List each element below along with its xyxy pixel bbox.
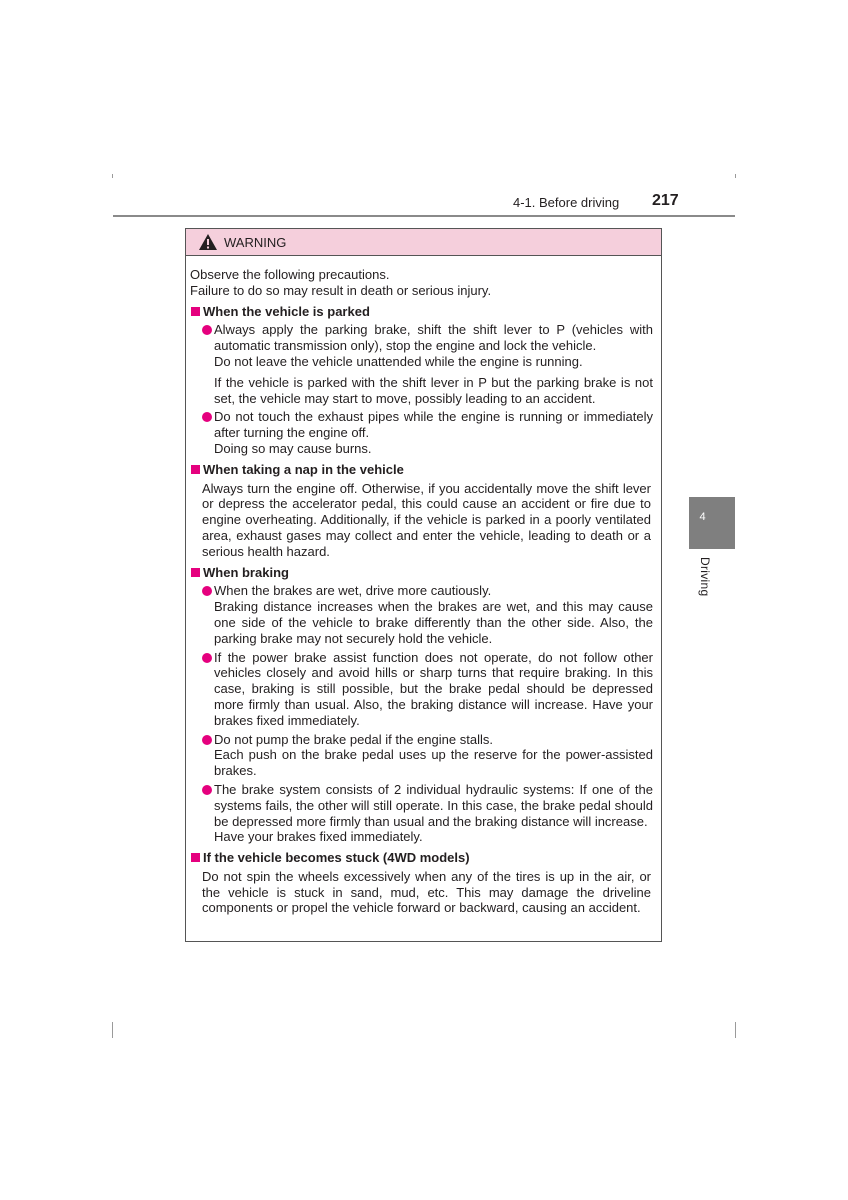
bullet-subtext: Doing so may cause burns.: [214, 440, 372, 456]
crop-mark-bottom-right: [735, 1022, 736, 1038]
warning-header: [186, 229, 661, 256]
round-bullet-icon: [202, 586, 212, 596]
round-bullet-icon: [202, 653, 212, 663]
crop-mark-top-left: [112, 174, 113, 178]
warning-title: WARNING: [224, 234, 287, 250]
crop-mark-top-right: [735, 174, 736, 178]
chapter-number: 4: [699, 511, 706, 523]
bullet-text: Always apply the parking brake, shift the shift lever to P (vehicles with automatic transmission only), stop the engine and lock the vehicle.: [214, 322, 653, 354]
header-rule: [113, 215, 735, 217]
bullet-item: [214, 782, 653, 845]
bullet-text: When the brakes are wet, drive more cautiously.: [214, 583, 492, 599]
section-heading-text: When braking: [203, 564, 289, 580]
bullet-subtext: Braking distance increases when the brakes are wet, and this may cause one side of the vehicle to brake differently than the other side. Also, the parking brake may not securely hold the vehicle.: [214, 599, 653, 646]
bullet-item: [214, 322, 653, 406]
bullet-item: [214, 650, 653, 729]
round-bullet-icon: [202, 785, 212, 795]
chapter-tab: [689, 497, 735, 549]
square-bullet-icon: [191, 568, 200, 577]
square-bullet-icon: [191, 853, 200, 862]
bullet-text: The brake system consists of 2 individual hydraulic systems: If one of the systems fails, the other will still operate. In this case, the brake pedal should be depressed more firmly than usual and the braking distance will increase.: [214, 781, 653, 829]
bullet-text: Do not touch the exhaust pipes while the engine is running or immediately after turning the engine off.: [214, 409, 653, 441]
round-bullet-icon: [202, 735, 212, 745]
section-paragraph: Always turn the engine off. Otherwise, if you accidentally move the shift lever or depress the accelerator pedal, this could cause an accident or fire due to engine overheating. Additionally, if the vehicle is parked in a poorly ventilated area, exhaust gases may collect and enter the vehicle, leading to death or a serious health hazard.: [202, 480, 651, 559]
section-heading-nap: [190, 462, 657, 478]
bullet-subtext: Have your brakes fixed immediately.: [214, 829, 423, 845]
section-heading-text: When taking a nap in the vehicle: [203, 461, 404, 477]
section-heading-parked: [190, 304, 657, 320]
section-heading-text: When the vehicle is parked: [203, 303, 370, 319]
bullet-subtext: Each push on the brake pedal uses up the reserve for the power-assisted brakes.: [214, 747, 653, 779]
round-bullet-icon: [202, 412, 212, 422]
bullet-item: [214, 583, 653, 646]
bullet-text: Do not pump the brake pedal if the engine stalls.: [214, 731, 493, 747]
warning-box: [185, 228, 662, 942]
page-number: 217: [652, 192, 679, 209]
section-heading-braking: [190, 565, 657, 581]
bullet-text: If the power brake assist function does not operate, do not follow other vehicles closely and avoid hills or sharp turns that require braking. In this case, braking is still possible, but the brake pedal should be depressed more firmly than usual. Also, the braking distance will increase. Have your brakes fixed immediately.: [214, 649, 653, 728]
crop-mark-bottom-left: [112, 1022, 113, 1038]
round-bullet-icon: [202, 325, 212, 335]
bullet-subtext: If the vehicle is parked with the shift lever in P but the parking brake is not set, the vehicle may start to move, possibly leading to an accident.: [214, 374, 653, 406]
bullet-subtext: Do not leave the vehicle unattended while the engine is running.: [214, 353, 583, 369]
chapter-label: Driving: [698, 557, 712, 597]
intro-line: Observe the following precautions.: [190, 267, 390, 282]
square-bullet-icon: [191, 307, 200, 316]
intro-line: Failure to do so may result in death or serious injury.: [190, 282, 492, 298]
warning-body: [186, 256, 661, 916]
section-heading-text: If the vehicle becomes stuck (4WD models): [203, 850, 470, 866]
square-bullet-icon: [191, 465, 200, 474]
bullet-item: [214, 409, 653, 456]
section-title: 4-1. Before driving: [513, 195, 620, 210]
section-heading-stuck: [190, 850, 657, 866]
section-paragraph: Do not spin the wheels excessively when any of the tires is up in the air, or the vehicle is stuck in sand, mud, etc. This may damage the driveline components or propel the vehicle forward or backward, causing an accident.: [202, 868, 651, 916]
bullet-item: [214, 732, 653, 779]
warning-triangle-icon: [198, 233, 218, 251]
